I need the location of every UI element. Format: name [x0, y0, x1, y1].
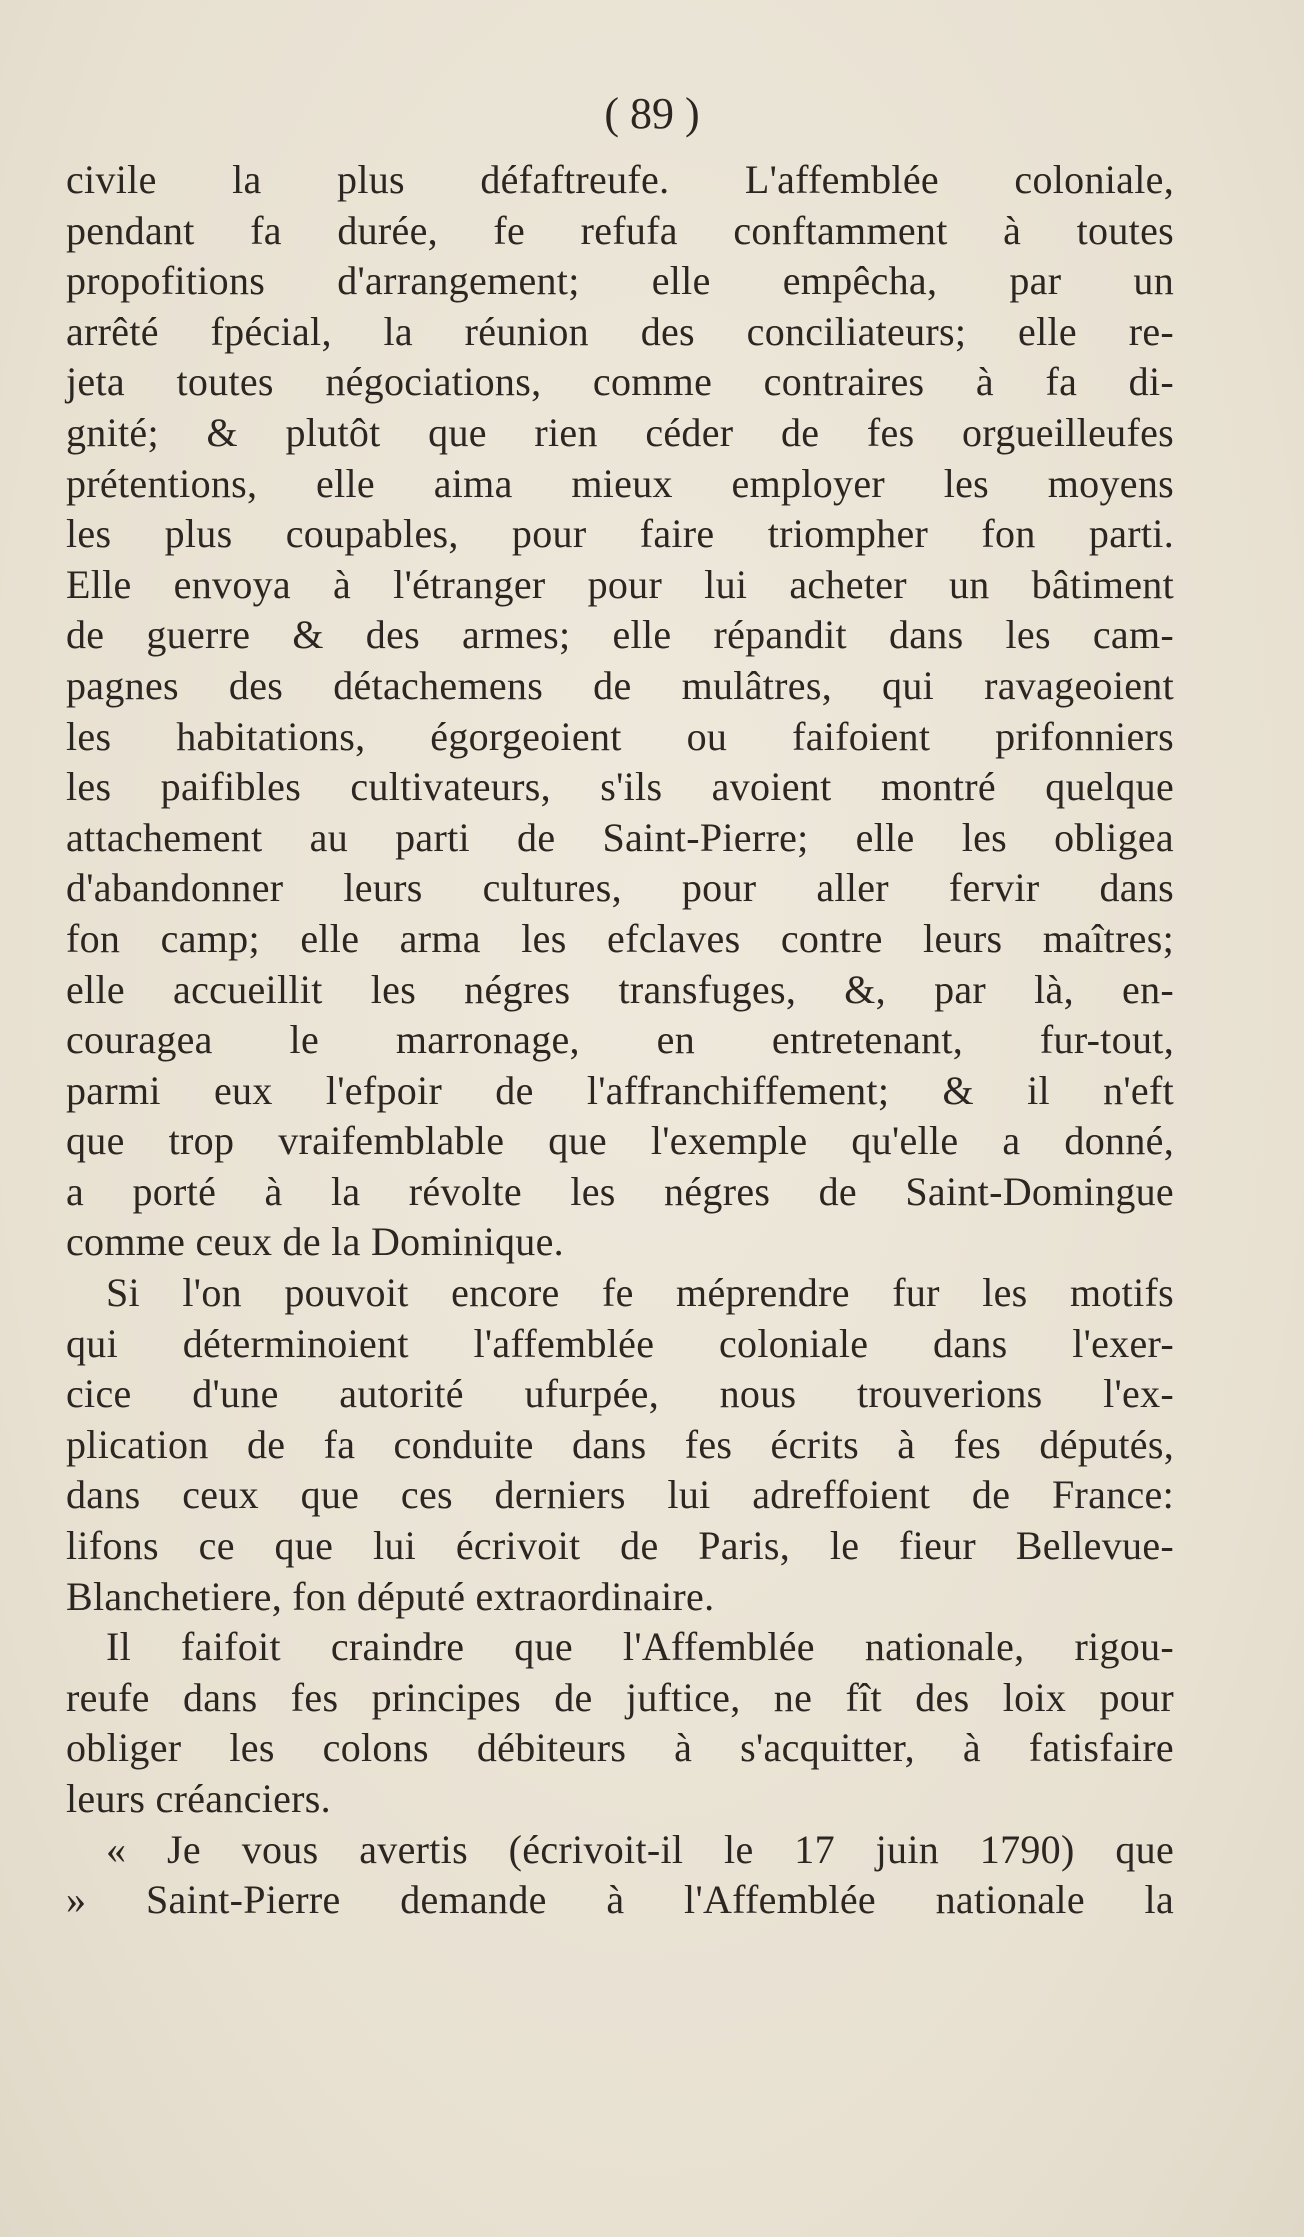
text-line: fon camp; elle arma les efclaves contre leurs maîtres;	[66, 915, 1174, 961]
text-line: attachement au parti de Saint-Pierre; elle les obligea	[66, 814, 1174, 860]
text-line: couragea le marronage, en entretenant, fur-tout,	[66, 1017, 1174, 1063]
text-line: Si l'on pouvoit encore fe méprendre fur les motifs	[106, 1270, 1174, 1316]
text-line: a porté à la révolte les négres de Saint-Domingue	[66, 1168, 1174, 1214]
text-line: pendant fa durée, fe refufa conftamment à toutes	[66, 207, 1174, 253]
text-line: Blanchetiere, fon député extraordinaire.	[66, 1573, 715, 1619]
text-line: plication de fa conduite dans fes écrits à fes députés,	[66, 1421, 1174, 1467]
text-line: reufe dans fes principes de juftice, ne fît des loix pour	[66, 1674, 1174, 1720]
text-line: les plus coupables, pour faire triompher fon parti.	[66, 511, 1174, 557]
text-line: « Je vous avertis (écrivoit-il le 17 juin 1790) que	[106, 1826, 1174, 1872]
text-line: Il faifoit craindre que l'Affemblée nationale, rigou-	[106, 1624, 1174, 1670]
page-number: ( 89 )	[604, 89, 700, 138]
text-line: Elle envoya à l'étranger pour lui acheter un bâtiment	[66, 561, 1174, 607]
text-line: les habitations, égorgeoient ou faifoient prifonniers	[66, 713, 1174, 759]
text-line: que trop vraifemblable que l'exemple qu'elle a donné,	[66, 1118, 1174, 1164]
text-line: de guerre & des armes; elle répandit dans les cam-	[66, 612, 1174, 658]
text-line: propofitions d'arrangement; elle empêcha, par un	[66, 258, 1174, 304]
text-line: arrêté fpécial, la réunion des conciliateurs; elle re-	[66, 308, 1174, 354]
text-line: parmi eux l'efpoir de l'affranchiffement; & il n'eft	[66, 1067, 1174, 1113]
text-line: gnité; & plutôt que rien céder de fes orgueilleufes	[66, 409, 1174, 455]
text-line: pagnes des détachemens de mulâtres, qui ravageoient	[66, 662, 1174, 708]
text-line: cice d'une autorité ufurpée, nous trouverions l'ex-	[66, 1371, 1174, 1417]
body-text	[66, 155, 1174, 1926]
text-line: prétentions, elle aima mieux employer les moyens	[66, 460, 1174, 506]
text-line: leurs créanciers.	[66, 1776, 331, 1821]
text-line: d'abandonner leurs cultures, pour aller fervir dans	[66, 865, 1174, 911]
text-line: civile la plus défaftreufe. L'affemblée coloniale,	[66, 157, 1174, 202]
text-line: comme ceux de la Dominique.	[66, 1219, 564, 1265]
text-line: elle accueillit les négres transfuges, &, par là, en-	[66, 966, 1174, 1012]
text-line: les paifibles cultivateurs, s'ils avoient montré quelque	[66, 764, 1174, 810]
text-line: obliger les colons débiteurs à s'acquitter, à fatisfaire	[66, 1725, 1174, 1771]
text-line: jeta toutes négociations, comme contraires à fa di-	[66, 359, 1174, 405]
text-line: dans ceux que ces derniers lui adreffoient de France:	[66, 1472, 1174, 1518]
text-line: » Saint-Pierre demande à l'Affemblée nationale la	[66, 1877, 1174, 1923]
text-line: qui déterminoient l'affemblée coloniale dans l'exer-	[66, 1320, 1174, 1366]
text-line: lifons ce que lui écrivoit de Paris, le fieur Bellevue-	[66, 1523, 1174, 1569]
